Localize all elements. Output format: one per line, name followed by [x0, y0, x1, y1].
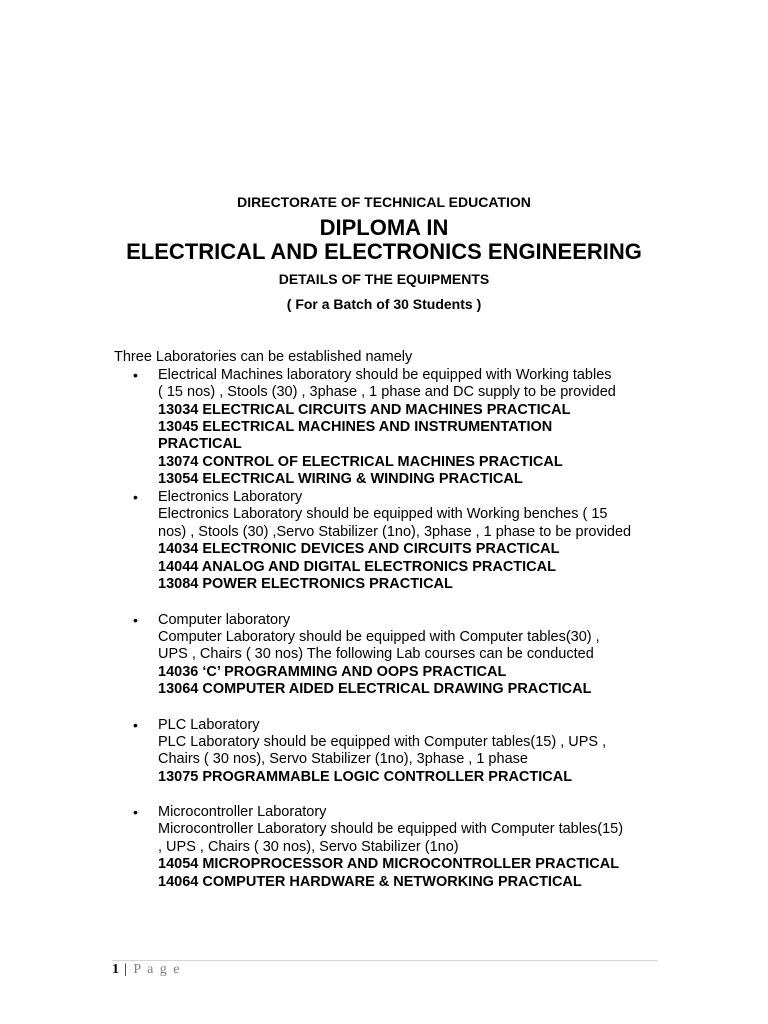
lab-title: Electrical Machines laboratory should be equipped with Working tables: [158, 367, 612, 383]
course-item: 13054 ELECTRICAL WIRING & WINDING PRACTICAL: [158, 471, 523, 487]
lab-description: Chairs ( 30 nos), Servo Stabilizer (1no), 3phase , 1 phase: [158, 751, 528, 767]
course-item: 13064 COMPUTER AIDED ELECTRICAL DRAWING PRACTICAL: [158, 681, 592, 697]
bullet-icon: •: [133, 717, 138, 733]
lab-description: Computer Laboratory should be equipped with Computer tables(30) ,: [158, 629, 600, 645]
course-item: 14036 ‘C’ PROGRAMMING AND OOPS PRACTICAL: [158, 664, 507, 680]
lab-description: , UPS , Chairs ( 30 nos), Servo Stabilizer (1no): [158, 839, 459, 855]
course-item: 14054 MICROPROCESSOR AND MICROCONTROLLER PRACTICAL: [158, 856, 620, 872]
course-item: 13074 CONTROL OF ELECTRICAL MACHINES PRACTICAL: [158, 454, 563, 470]
bullet-icon: •: [133, 612, 138, 628]
lab-description: Electronics Laboratory should be equipped with Working benches ( 15: [158, 506, 608, 522]
course-item: 13045 ELECTRICAL MACHINES AND INSTRUMENTATION: [158, 419, 553, 435]
course-item: 14064 COMPUTER HARDWARE & NETWORKING PRACTICAL: [158, 874, 582, 890]
course-item: 14044 ANALOG AND DIGITAL ELECTRONICS PRACTICAL: [158, 559, 556, 575]
footer-separator: |: [119, 962, 134, 977]
page-footer: [112, 962, 181, 978]
lab-description: nos) , Stools (30) ,Servo Stabilizer (1no), 3phase , 1 phase to be provided: [158, 524, 632, 540]
lab-title: PLC Laboratory: [158, 717, 260, 733]
lab-title: Computer laboratory: [158, 612, 291, 628]
course-item: PRACTICAL: [158, 436, 242, 452]
footer-divider: [112, 960, 658, 961]
lab-description: UPS , Chairs ( 30 nos) The following Lab courses can be conducted: [158, 646, 594, 662]
lab-description: Microcontroller Laboratory should be equipped with Computer tables(15): [158, 821, 624, 837]
lab-title: Microcontroller Laboratory: [158, 804, 327, 820]
page-label: P a g e: [133, 962, 182, 977]
header-directorate: DIRECTORATE OF TECHNICAL EDUCATION: [237, 194, 531, 210]
header-batch-size: ( For a Batch of 30 Students ): [286, 296, 482, 312]
bullet-icon: •: [133, 367, 138, 383]
page-number: 1: [112, 962, 119, 977]
header-department: ELECTRICAL AND ELECTRONICS ENGINEERING: [126, 239, 642, 264]
intro-text: Three Laboratories can be established namely: [114, 349, 413, 365]
bullet-icon: •: [133, 489, 138, 505]
lab-description: PLC Laboratory should be equipped with Computer tables(15) , UPS ,: [158, 734, 607, 750]
course-item: 14034 ELECTRONIC DEVICES AND CIRCUITS PRACTICAL: [158, 541, 560, 557]
course-item: 13075 PROGRAMMABLE LOGIC CONTROLLER PRACTICAL: [158, 769, 573, 785]
header-diploma: DIPLOMA IN: [319, 215, 449, 240]
course-item: 13034 ELECTRICAL CIRCUITS AND MACHINES PRACTICAL: [158, 402, 571, 418]
lab-description: ( 15 nos) , Stools (30) , 3phase , 1 phase and DC supply to be provided: [158, 384, 616, 400]
lab-title: Electronics Laboratory: [158, 489, 303, 505]
bullet-icon: •: [133, 804, 138, 820]
header-equipment-details: DETAILS OF THE EQUIPMENTS: [278, 271, 490, 287]
course-item: 13084 POWER ELECTRONICS PRACTICAL: [158, 576, 453, 592]
